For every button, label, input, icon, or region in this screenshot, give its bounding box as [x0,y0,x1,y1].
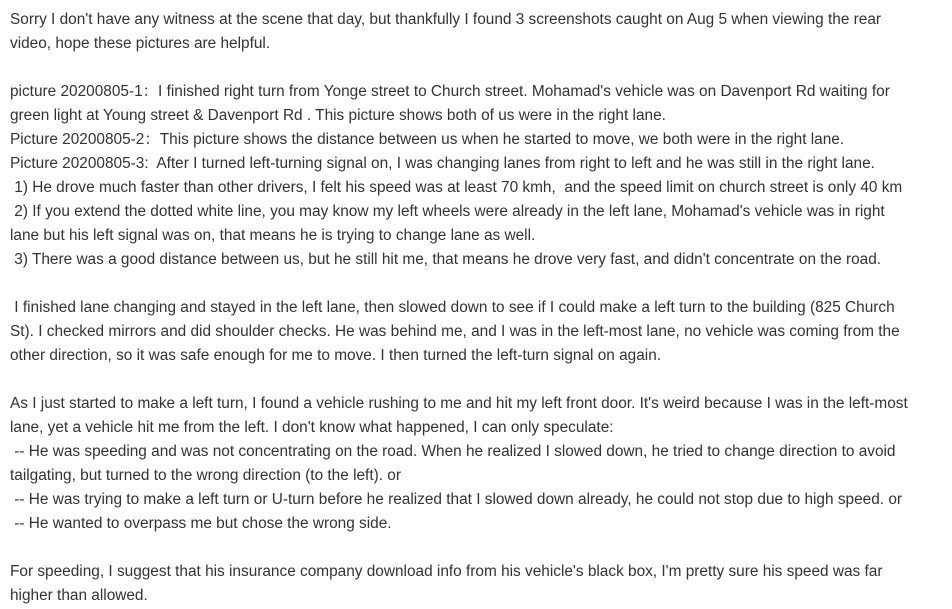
text-line: Sorry I don't have any witness at the scene that day, but thankfully I found 3 screenshots caught on Aug 5 when viewing the rear [10,11,882,28]
text-line: video, hope these pictures are helpful. [10,35,271,52]
text-line: I finished lane changing and stayed in the left lane, then slowed down to see if I could make a left turn to the building (825 Church [10,299,895,316]
text-line: As I just started to make a left turn, I found a vehicle rushing to me and hit my left front door. It's weird because I was in the left-most [10,395,908,412]
text-line: Picture 20200805-2：This picture shows the distance between us when he started to move, we both were in the right lane. [10,131,845,148]
blank-line [10,368,952,392]
text-line: 2) If you extend the dotted white line, you may know my left wheels were already in the left lane, Mohamad's vehicle was in right [10,203,885,220]
text-line: other direction, so it was safe enough for me to move. I then turned the left-turn signal on again. [10,347,662,364]
text-line: -- He wanted to overpass me but chose the wrong side. [10,515,392,532]
blank-line [10,272,952,296]
text-line: 3) There was a good distance between us, but he still hit me, that means he drove very fast, and didn't concentrate on the road. [10,251,882,268]
text-line: For speeding, I suggest that his insurance company download info from his vehicle's black box, I'm pretty sure his speed was far [10,563,883,580]
text-line: Picture 20200805-3: After I turned left-turning signal on, I was changing lanes from right to left and he was still in the right lane. [10,155,875,172]
text-line: green light at Young street & Davenport Rd . This picture shows both of us were in the right lane. [10,107,666,124]
text-line: 1) He drove much faster than other drivers, I felt his speed was at least 70 kmh, and the speed limit on church street is only 40 km [10,179,903,196]
text-line: tailgating, but turned to the wrong direction (to the left). or [10,467,401,484]
text-line: lane, yet a vehicle hit me from the left. I don't know what happened, I can only speculate: [10,419,614,436]
text-line: -- He was trying to make a left turn or U-turn before he realized that I slowed down already, he could not stop due to high speed. or [10,491,903,508]
text-line: St). I checked mirrors and did shoulder checks. He was behind me, and I was in the left-most lane, no vehicle was coming from the [10,323,900,340]
text-line: lane but his left signal was on, that means he is trying to change lane as well. [10,227,536,244]
text-line: higher than allowed. [10,587,148,604]
blank-line [10,536,952,560]
blank-line [10,56,952,80]
text-line: picture 20200805-1：I finished right turn from Yonge street to Church street. Mohamad's vehicle was on Davenport Rd waiting for [10,83,890,100]
text-line: -- He was speeding and was not concentrating on the road. When he realized I slowed down, he tried to change direction to avoid [10,443,896,460]
